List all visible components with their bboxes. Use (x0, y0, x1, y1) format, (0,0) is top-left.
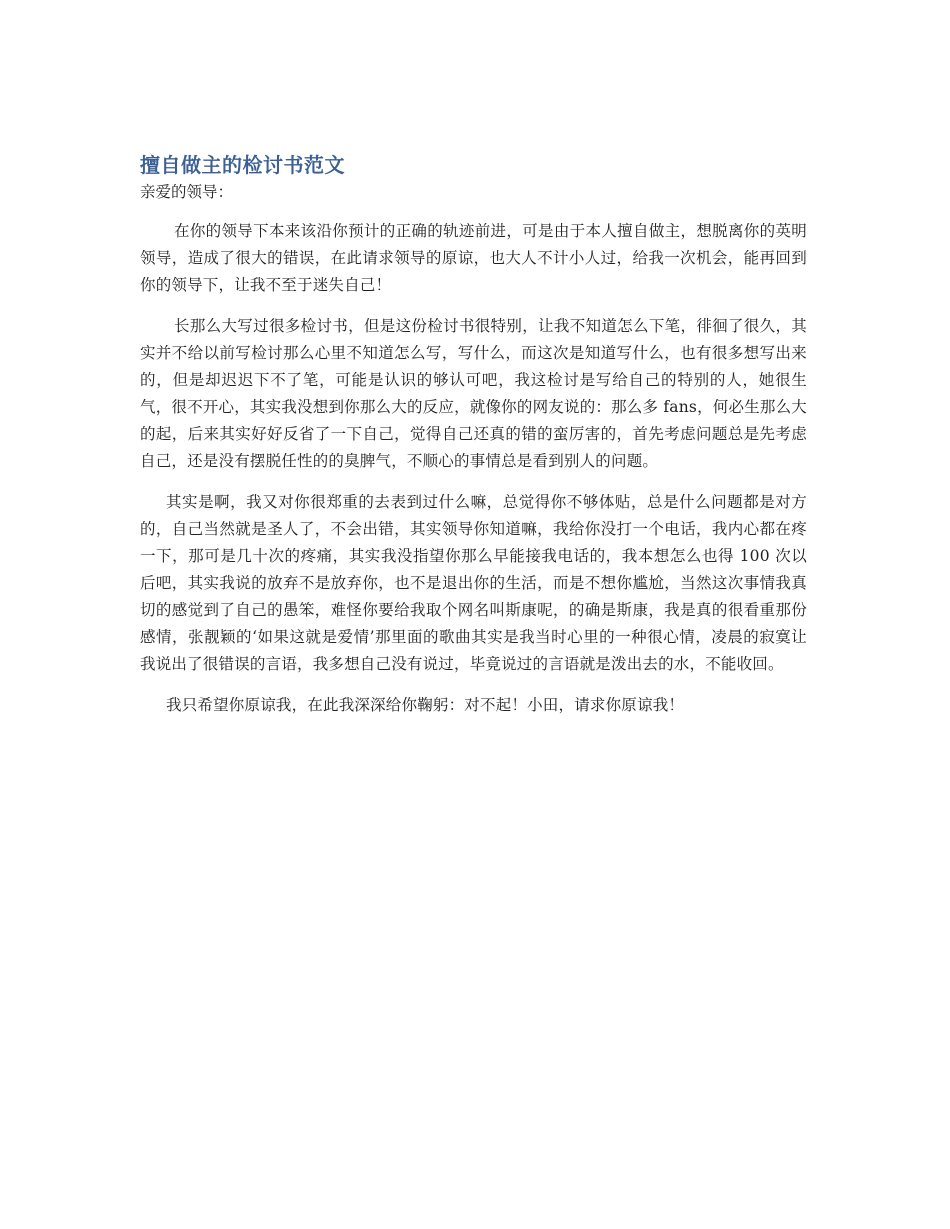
document-page (140, 150, 807, 733)
document-title: 擅自做主的检讨书范文 (140, 153, 345, 177)
paragraph-4: 我只希望你原谅我，在此我深深给你鞠躬：对不起！小田，请求你原谅我！ (166, 696, 685, 714)
paragraph-3: 其实是啊，我又对你很郑重的去表到过什么嘛，总觉得你不够体贴，总是什么问题都是对方的，自己当然就是圣人了，不会出错，其实领导你知道嘛，我给你没打一个电话，我内心都在疼一下，那可是几十次的疼痛，其实我没指望你那么早能接我电话的，我本想怎么也得 100 次以后吧，其实我说的放弃不是放弃你，也不是退出你的生活，而是不想你尴尬，当然这次事情我真切的感觉到了自己的愚笨，难怪你要给我取个网名叫斯康呢，的确是斯康，我是真的很看重那份感情，张靓颖的‘如果这就是爱情’那里面的歌曲其实是我当时心里的一种很心情，凌晨的寂寞让我说出了很错误的言语，我多想自己没有说过，毕竟说过的言语就是泼出去的水，不能收回。 (140, 493, 807, 673)
paragraph-2: 长那么大写过很多检讨书，但是这份检讨书很特别，让我不知道怎么下笔，徘徊了很久，其实并不给以前写检讨那么心里不知道怎么写，写什么，而这次是知道写什么，也有很多想写出来的，但是却迟迟下不了笔，可能是认识的够认可吧，我这检讨是写给自己的特别的人，她很生气，很不开心，其实我没想到你那么大的反应，就像你的网友说的：那么多 fans，何必生那么大的起，后来其实好好反省了一下自己，觉得自己还真的错的蛮厉害的，首先考虑问题总是先考虑自己，还是没有摆脱任性的的臭脾气，不顺心的事情总是看到别人的问题。 (140, 317, 807, 470)
paragraph-1: 在你的领导下本来该沿你预计的正确的轨迹前进，可是由于本人擅自做主，想脱离你的英明领导，造成了很大的错误，在此请求领导的原谅，也大人不计小人过，给我一次机会，能再回到你的领导下，让我不至于迷失自己！ (140, 222, 807, 294)
salutation: 亲爱的领导： (140, 183, 234, 201)
